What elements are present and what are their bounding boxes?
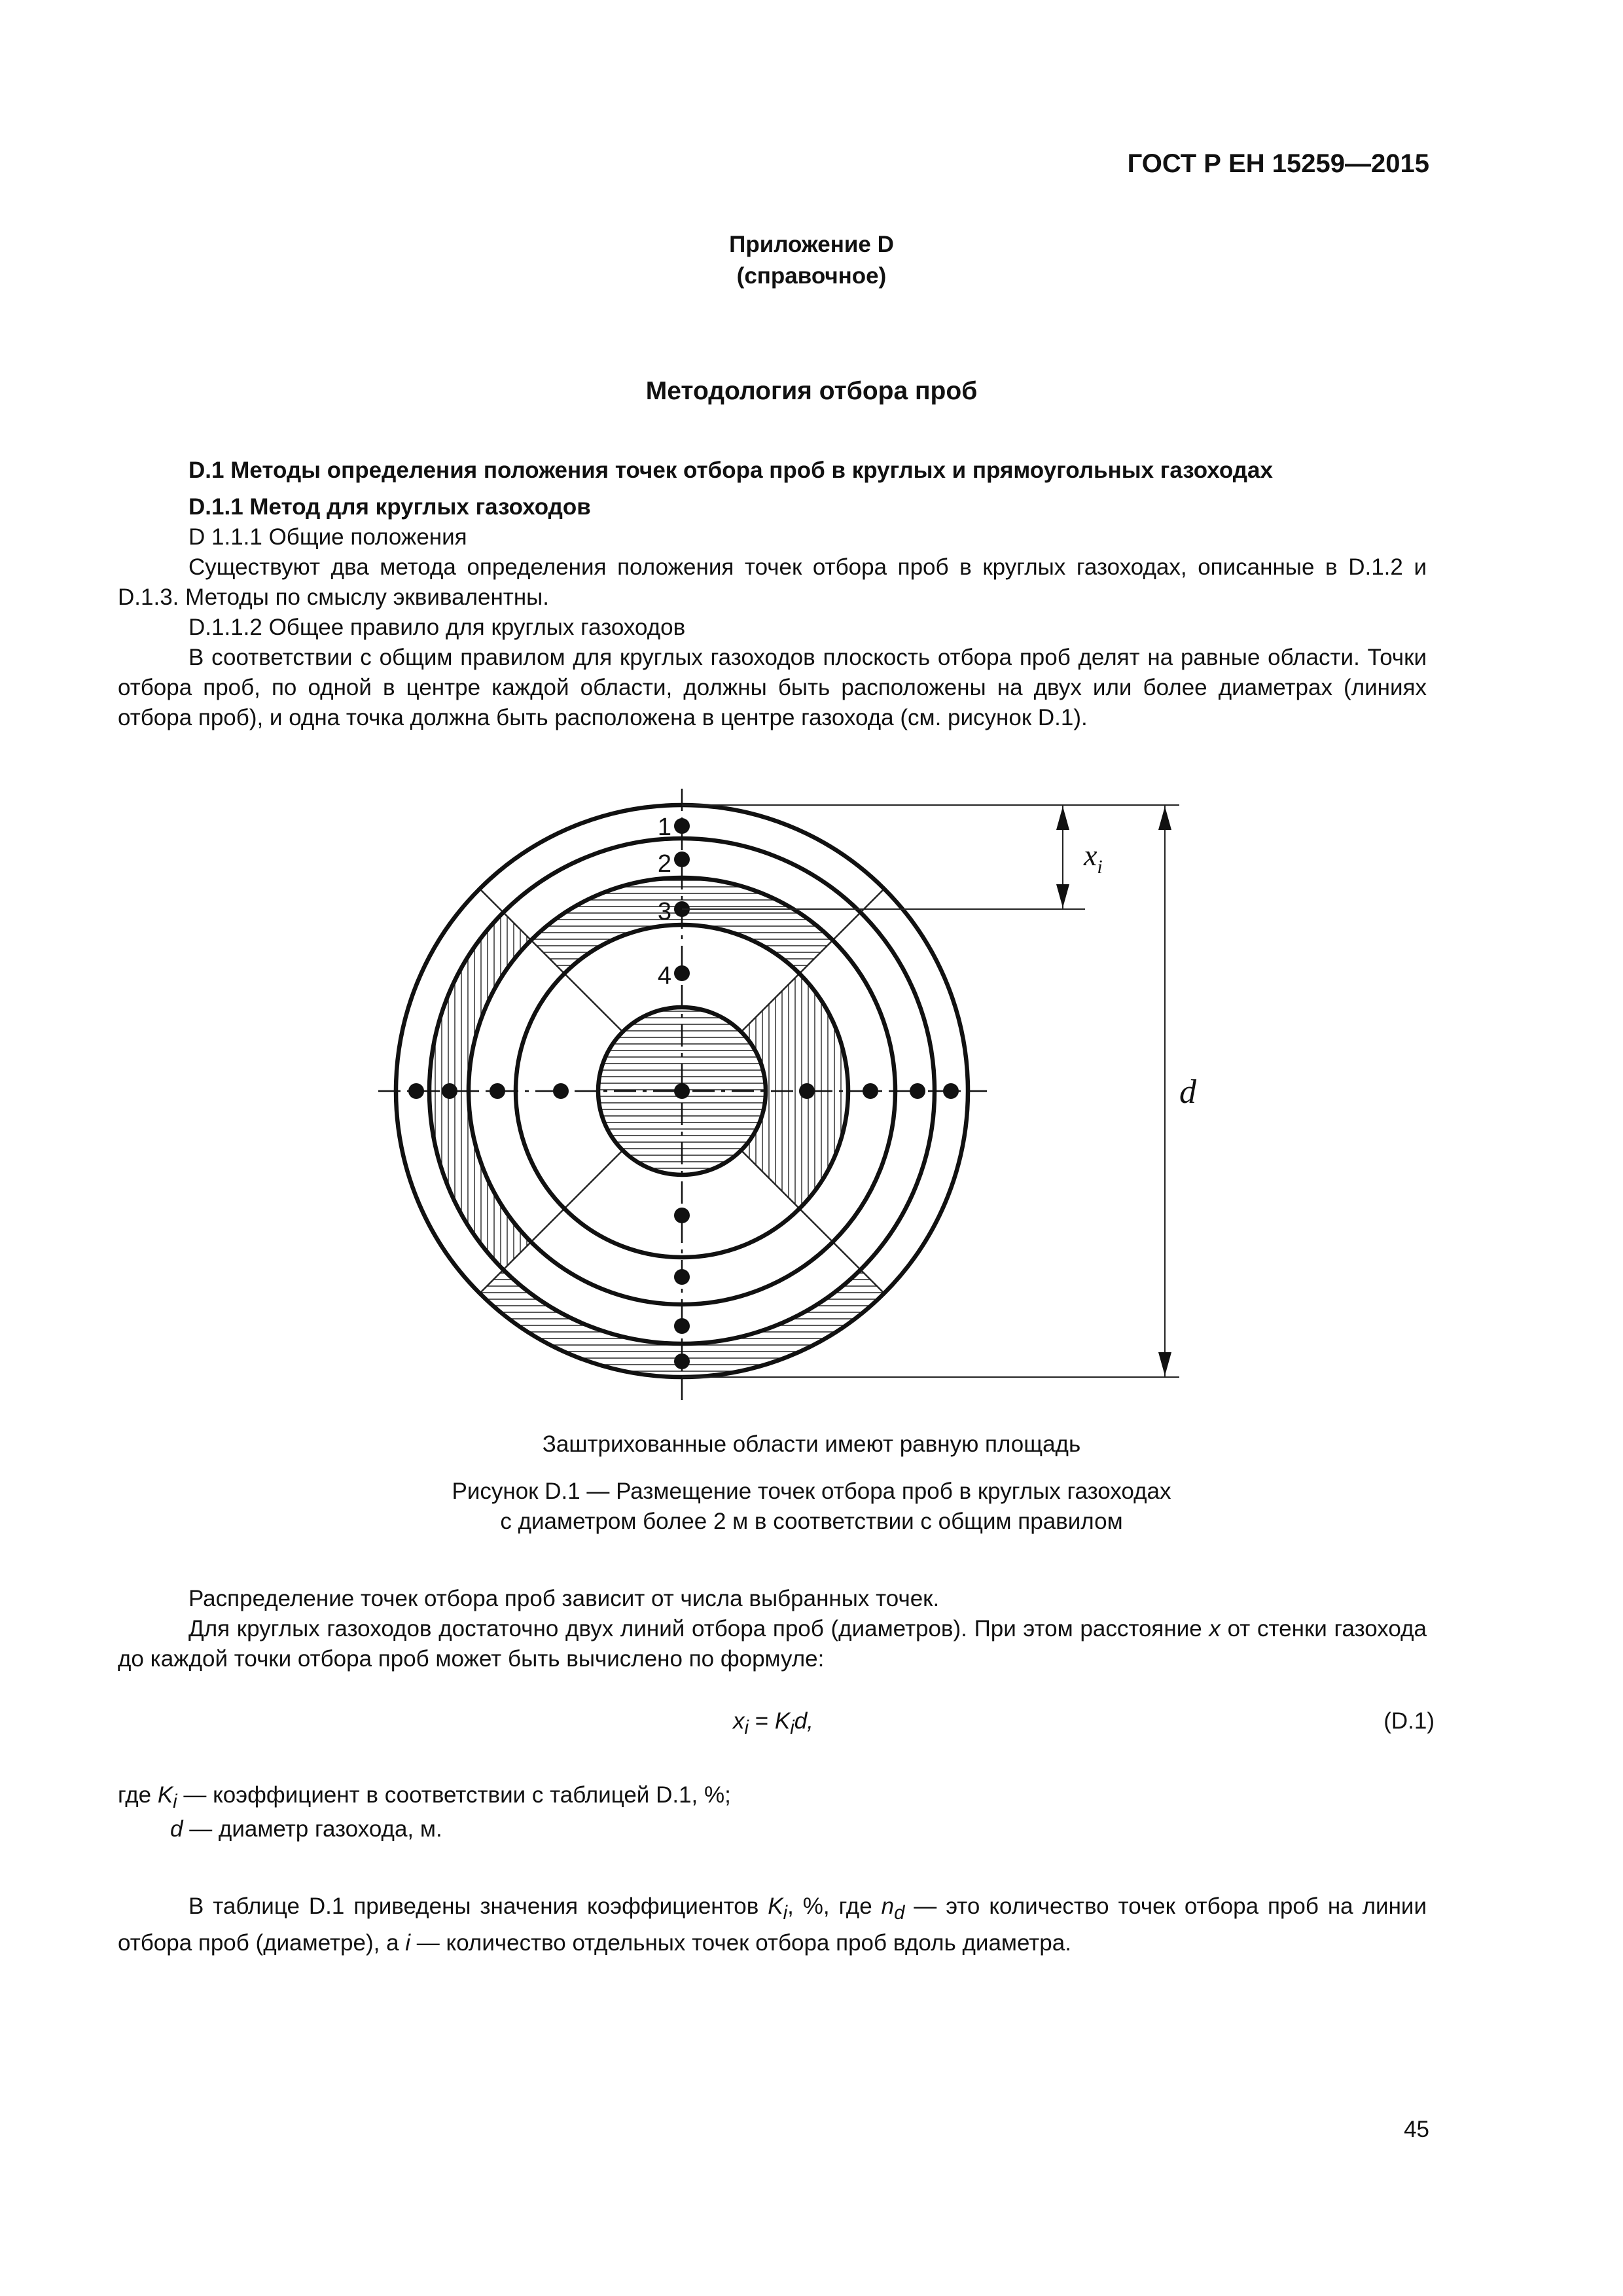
heading-d11: D.1.1 Метод для круглых газоходов [188,494,591,520]
sampling-point [408,1083,424,1099]
where-d-symbol: d [170,1816,183,1842]
point-label-3: 3 [657,898,671,925]
formula-d: d, [794,1708,813,1734]
heading-d1: D.1 Методы определения положения точек отбора проб в круглых и прямоугольных газоходах [188,457,1273,483]
table-intro-c: — это количество точек отбора проб на линии отбора проб (диаметре), а [118,1893,1427,1956]
paragraph-formula-intro-a: Для круглых газоходов достаточно двух линий отбора проб (диаметров). При этом расстояние [188,1616,1209,1641]
where-d [170,1814,442,1844]
where-prefix: где [118,1782,158,1808]
sampling-point [863,1083,878,1099]
point-label-4: 4 [657,962,671,990]
formula-sub-i: i [790,1717,794,1738]
paragraph-distribution: Распределение точек отбора проб зависит от числа выбранных точек. [188,1586,940,1611]
sampling-point [910,1083,925,1099]
table-intro-e: — количество отдельных точек отбора проб вдоль диаметра. [410,1930,1071,1956]
sampling-point [943,1083,959,1099]
arrowhead-d-bottom [1158,1352,1171,1376]
where-k-text: — коэффициент в соответствии с таблицей D.1, %; [177,1782,731,1808]
heading-d112: D.1.1.2 Общее правило для круглых газоходов [188,615,686,640]
section-title: Методология отбора проб [645,377,978,405]
variable-x: x [1209,1616,1221,1641]
figure-caption-line1: Рисунок D.1 — Размещение точек отбора проб в круглых газоходах [452,1479,1171,1504]
sampling-point [674,1208,690,1223]
dimension-label-xi-sub: i [1097,856,1103,878]
dimension-label-xi [1083,838,1103,878]
sampling-point [674,852,690,867]
heading-d111: D 1.1.1 Общие положения [188,524,467,550]
sampling-point-center [674,1083,690,1099]
sampling-point [490,1083,505,1099]
formula-d1 [733,1708,813,1739]
arrowhead-d-top [1158,806,1171,830]
paragraph-formula-intro-b: от стенки газохода до каждой точки отбора проб может быть вычислено по формуле: [118,1616,1427,1672]
sampling-point [674,1269,690,1285]
point-label-1: 1 [657,814,671,841]
point-label-2: 2 [657,850,671,878]
appendix-title [0,229,1623,292]
arrowhead-xi-bottom [1056,884,1069,908]
table-intro-k-sub: i [783,1903,788,1924]
document-header: ГОСТ Р ЕН 15259—2015 [1127,149,1429,178]
paragraph-general-rule: В соответствии с общим правилом для круглых газоходов плоскость отбора проб делят на равные области. Точки отбора проб, по одной в центре каждой области, должны быть расположены на двух или более диаметрах (линиях отбора проб), и одна точка должна быть расположена в центре газохода (см. рисунок D.1). [118,645,1427,730]
sampling-point [674,965,690,981]
paragraph-methods: Существуют два метода определения положения точек отбора проб в круглых газоходах, описанные в D.1.2 и D.1.3. Методы по смыслу эквивалентны. [118,554,1427,610]
formula-number: (D.1) [1383,1708,1435,1734]
where-k [118,1780,731,1817]
figure-sampling-points [0,753,1623,1427]
table-intro-a: В таблице D.1 приведены значения коэффициентов [188,1893,768,1919]
figure-caption-line2: с диаметром более 2 м в соответствии с общим правилом [500,1509,1123,1534]
formula-equals: = [748,1708,775,1734]
figure-note: Заштрихованные области имеют равную площадь [542,1431,1081,1457]
formula-x: x [733,1708,745,1734]
appendix-label: Приложение D [729,232,894,257]
table-intro-n-sub: d [894,1903,905,1924]
paragraph-table-intro [118,1892,1427,1958]
page-number: 45 [1404,2117,1429,2142]
formula-sub-i: i [744,1717,749,1738]
sampling-point [799,1083,815,1099]
where-k-symbol: K [157,1782,173,1808]
sampling-point [674,1318,690,1334]
table-intro-n: n [881,1893,895,1919]
sampling-point [674,1354,690,1369]
where-k-sub: i [173,1791,177,1812]
table-intro-b: , %, где [787,1893,882,1919]
table-intro-i: i [405,1930,411,1956]
sampling-point [442,1083,457,1099]
paragraph-formula-intro [118,1614,1427,1674]
arrowhead-xi-top [1056,806,1069,830]
table-intro-k: K [768,1893,783,1919]
sampling-point [674,818,690,834]
where-d-text: — диаметр газохода, м. [183,1816,442,1842]
sampling-point [553,1083,569,1099]
formula-k: K [774,1708,791,1734]
dimension-label-d: d [1179,1073,1196,1111]
dimension-label-xi-main: x [1084,838,1097,872]
appendix-type: (справочное) [736,263,887,289]
